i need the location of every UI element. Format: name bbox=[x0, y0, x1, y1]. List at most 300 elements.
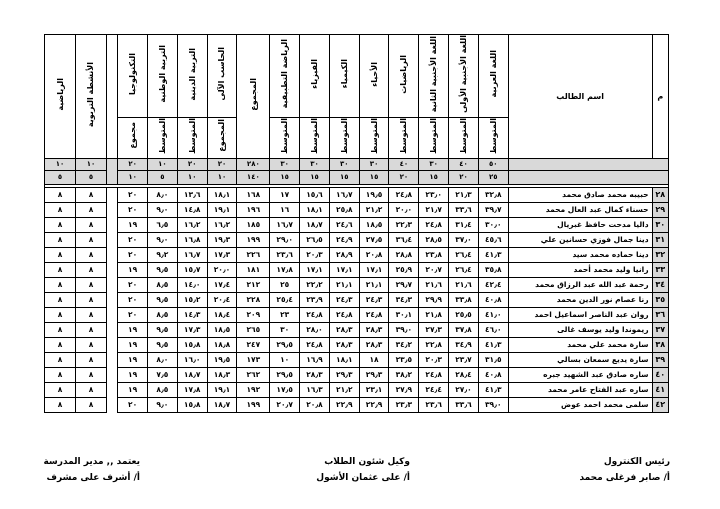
max-score-cell: ٣٠ bbox=[300, 158, 330, 170]
score-cell: ٢١٫٧ bbox=[419, 202, 449, 217]
score-cell: ٣٣٫٦ bbox=[449, 202, 479, 217]
score-cell: ٢٤٫٨ bbox=[359, 307, 389, 322]
header-subject-text: التربية الدينية bbox=[187, 47, 197, 101]
score-cell: ١٠ bbox=[270, 352, 300, 367]
score-cell: ٢٠ bbox=[118, 277, 148, 292]
header-subject-text: الحاسب الآلى bbox=[217, 47, 227, 101]
score-cell: ٢١٫٨ bbox=[419, 307, 449, 322]
student-name: داليا مدحت حافظ غبريال bbox=[508, 217, 652, 232]
score-cell: ٢٤٧ bbox=[237, 337, 270, 352]
score-cell: ٢٢٫٨ bbox=[419, 337, 449, 352]
score-cell: ٢٤٫٨ bbox=[419, 367, 449, 382]
header-subject bbox=[389, 35, 419, 118]
score-cell: ١٦٨ bbox=[237, 187, 270, 202]
min-score-cell: ١٥ bbox=[419, 170, 449, 184]
score-cell: ٨ bbox=[45, 352, 76, 367]
header-subject-text: الرياضيات bbox=[399, 54, 409, 94]
header-sublabel-text: مجموع bbox=[128, 122, 138, 150]
score-cell: ١٩ bbox=[118, 337, 148, 352]
score-cell: ٢٠ bbox=[118, 187, 148, 202]
score-cell: ٢٨٫٩ bbox=[329, 247, 359, 262]
table-row bbox=[45, 247, 669, 262]
header-sublabel bbox=[300, 117, 330, 158]
score-cell: ٢١٫٢ bbox=[329, 382, 359, 397]
score-cell: ٣١٫٥ bbox=[478, 352, 508, 367]
score-cell: ٢٦٫٤ bbox=[449, 262, 479, 277]
score-cell: ٢٠٫٧ bbox=[419, 262, 449, 277]
min-score-cell: ٥ bbox=[76, 170, 107, 184]
score-cell: ٩٫٠ bbox=[148, 397, 178, 412]
student-name: سارة يديع سمعان بسالي bbox=[508, 352, 652, 367]
header-sublabel bbox=[329, 117, 359, 158]
score-cell: ٢٦٫٥ bbox=[300, 232, 330, 247]
score-cell: ٨ bbox=[45, 277, 76, 292]
gap-cell bbox=[106, 158, 117, 170]
max-score-cell: ٢٠ bbox=[118, 158, 148, 170]
score-cell: ٢٤٫٣ bbox=[359, 292, 389, 307]
score-cell: ٢٠٫٧ bbox=[270, 397, 300, 412]
header-sublabel-text: المتوسط bbox=[399, 117, 409, 154]
table-row bbox=[45, 322, 669, 337]
score-cell: ٩٫٥ bbox=[148, 322, 178, 337]
header-sublabel-text: المتوسط bbox=[309, 117, 319, 154]
score-cell: ١٨٫٤ bbox=[207, 307, 237, 322]
score-cell: ٢٠٩ bbox=[237, 307, 270, 322]
score-cell: ١٦٫٢ bbox=[207, 217, 237, 232]
header-subject bbox=[237, 35, 270, 159]
header-subject bbox=[478, 35, 508, 118]
min-score-cell: ١٠ bbox=[207, 170, 237, 184]
student-name: حسناء كمال عبد العال محمد bbox=[508, 202, 652, 217]
score-cell: ١٩ bbox=[118, 322, 148, 337]
score-cell: ١٦٫٢ bbox=[177, 217, 207, 232]
score-cell: ٨ bbox=[45, 202, 76, 217]
student-number: ٤١ bbox=[652, 382, 668, 397]
score-cell: ٢٤٫٨ bbox=[329, 307, 359, 322]
score-cell: ٨ bbox=[76, 202, 107, 217]
header-subject bbox=[207, 35, 237, 118]
score-cell: ٣٥٫٨ bbox=[478, 262, 508, 277]
score-cell: ٢٧٫٥ bbox=[359, 232, 389, 247]
score-cell: ٢٤٫٨ bbox=[300, 307, 330, 322]
max-score-cell: ٣٠ bbox=[419, 158, 449, 170]
header-subject-text: الأنشطة التربوية bbox=[86, 61, 96, 127]
score-cell: ٢٨٫٤ bbox=[449, 367, 479, 382]
score-cell: ٣٣٫٨ bbox=[449, 292, 479, 307]
score-cell: ٢٤٫٨ bbox=[300, 337, 330, 352]
score-cell: ٢٢٫٩ bbox=[329, 397, 359, 412]
score-cell: ١٨٥ bbox=[237, 217, 270, 232]
score-cell: ٨ bbox=[45, 367, 76, 382]
score-cell: ٢٠٫٨ bbox=[359, 247, 389, 262]
header-sublabel-text: المتوسط bbox=[280, 117, 290, 154]
gap-cell bbox=[106, 277, 117, 292]
score-cell: ١٣٫٦ bbox=[177, 187, 207, 202]
score-cell: ٤٠٫٨ bbox=[478, 367, 508, 382]
score-cell: ١٩٫٥ bbox=[359, 187, 389, 202]
score-cell: ١٩ bbox=[118, 367, 148, 382]
score-cell: ١٨٫٨ bbox=[207, 337, 237, 352]
header-sublabel-text: المتوسط bbox=[339, 117, 349, 154]
gap-cell bbox=[106, 247, 117, 262]
gap-cell bbox=[106, 307, 117, 322]
score-cell: ٨ bbox=[45, 397, 76, 412]
score-cell: ١٧٣ bbox=[237, 352, 270, 367]
score-cell: ٢٩٫٠ bbox=[270, 232, 300, 247]
score-cell: ٢٢٫٣ bbox=[389, 217, 419, 232]
header-subject bbox=[329, 35, 359, 118]
student-number: ٣١ bbox=[652, 232, 668, 247]
score-cell: ١٥٫٦ bbox=[300, 187, 330, 202]
table-row bbox=[45, 397, 669, 412]
score-cell: ٢٠٫٨ bbox=[300, 397, 330, 412]
header-subject-text: الرياضة التطبيقية bbox=[280, 39, 290, 109]
score-cell: ٢٢٫٩ bbox=[359, 397, 389, 412]
score-cell: ١٩٢ bbox=[237, 382, 270, 397]
header-sublabel bbox=[389, 117, 419, 158]
min-score-cell: ٥ bbox=[45, 170, 76, 184]
score-cell: ٢٣٫٨ bbox=[419, 247, 449, 262]
score-cell: ٢٩٫٩ bbox=[419, 292, 449, 307]
min-score-cell: ٢٥ bbox=[478, 170, 508, 184]
header-sublabel bbox=[359, 117, 389, 158]
score-cell: ١٩٩ bbox=[237, 397, 270, 412]
score-cell: ١٩٫١ bbox=[207, 202, 237, 217]
max-score-cell: ٤٠ bbox=[449, 158, 479, 170]
score-cell: ٨ bbox=[45, 292, 76, 307]
score-cell: ٨ bbox=[45, 232, 76, 247]
score-cell: ١٧٫٥ bbox=[270, 382, 300, 397]
score-cell: ٢١٫١ bbox=[359, 277, 389, 292]
header-sublabel-text: المتوسط bbox=[429, 117, 439, 154]
grade-table bbox=[44, 34, 669, 413]
table-row bbox=[45, 292, 669, 307]
header-subject bbox=[177, 35, 207, 118]
score-cell: ٢٠ bbox=[118, 292, 148, 307]
table-row bbox=[45, 187, 669, 202]
header-subject bbox=[148, 35, 178, 118]
student-name: رنا عصام نور الدين محمد bbox=[508, 292, 652, 307]
max-score-cell: ٢٠ bbox=[207, 158, 237, 170]
student-name: دينا حماده محمد سيد bbox=[508, 247, 652, 262]
student-number: ٣٨ bbox=[652, 337, 668, 352]
max-row-label bbox=[508, 158, 668, 170]
score-cell: ٢٧٫٩ bbox=[389, 382, 419, 397]
student-name: ريموندا وليد يوسف غالى bbox=[508, 322, 652, 337]
student-name: ساره صادق عبد الشهيد جبره bbox=[508, 367, 652, 382]
score-cell: ٢٣٫٥ bbox=[389, 352, 419, 367]
score-cell: ١٨ bbox=[359, 352, 389, 367]
score-cell: ٤١٫٣ bbox=[478, 382, 508, 397]
score-cell: ١٨٫٧ bbox=[177, 367, 207, 382]
director-name: أ/ أشرف على مشرف bbox=[46, 473, 140, 483]
max-score-row bbox=[45, 158, 669, 170]
score-cell: ٢٢٨ bbox=[237, 292, 270, 307]
table-row bbox=[45, 232, 669, 247]
score-cell: ٢٩٫٣ bbox=[329, 367, 359, 382]
score-cell: ٢١٫٦ bbox=[419, 277, 449, 292]
score-cell: ٨ bbox=[45, 322, 76, 337]
student-number: ٣٥ bbox=[652, 292, 668, 307]
score-cell: ٨ bbox=[76, 352, 107, 367]
header-sublabel-text: المتوسط bbox=[488, 117, 498, 154]
score-cell: ٤٥٫٦ bbox=[478, 232, 508, 247]
min-row-label bbox=[508, 170, 668, 184]
max-score-cell: ٢٠ bbox=[177, 158, 207, 170]
score-cell: ١٨١ bbox=[237, 262, 270, 277]
score-cell: ٢٣٫٠ bbox=[419, 187, 449, 202]
score-cell: ١٨٫١ bbox=[329, 352, 359, 367]
min-score-cell: ١٥ bbox=[270, 170, 300, 184]
student-name: ساره عبد الفتاح عامر محمد bbox=[508, 382, 652, 397]
gap-cell bbox=[106, 232, 117, 247]
header-sublabel bbox=[118, 117, 148, 158]
director-signature bbox=[43, 454, 140, 486]
gap-cell bbox=[106, 35, 117, 159]
score-cell: ١٧٫١ bbox=[329, 262, 359, 277]
score-cell: ٢٤٫٨ bbox=[389, 187, 419, 202]
student-number: ٣٦ bbox=[652, 307, 668, 322]
header-subject-text: الكيمياء bbox=[339, 59, 349, 89]
score-cell: ١٥٫٨ bbox=[177, 397, 207, 412]
score-cell: ١٦٫٣ bbox=[300, 382, 330, 397]
score-cell: ٩٫٥ bbox=[148, 292, 178, 307]
score-cell: ٢٨٫٥ bbox=[419, 232, 449, 247]
score-cell: ٢٦٥ bbox=[237, 322, 270, 337]
control-head-name: أ/ صابر فرغلى محمد bbox=[579, 473, 670, 483]
score-cell: ٢٤٫٨ bbox=[419, 217, 449, 232]
student-name: حبيبه محمد صادق محمد bbox=[508, 187, 652, 202]
score-cell: ٨ bbox=[45, 382, 76, 397]
max-score-cell: ٣٠ bbox=[329, 158, 359, 170]
score-cell: ٨ bbox=[76, 307, 107, 322]
student-number: ٣٤ bbox=[652, 277, 668, 292]
score-cell: ٨ bbox=[76, 262, 107, 277]
score-cell: ١٩٫٣ bbox=[207, 232, 237, 247]
table-row bbox=[45, 277, 669, 292]
score-cell: ٢٢٫٢ bbox=[300, 277, 330, 292]
min-score-cell: ٢٠ bbox=[389, 170, 419, 184]
score-cell: ٧٫٥ bbox=[148, 367, 178, 382]
score-cell: ١٩٦ bbox=[237, 202, 270, 217]
score-cell: ٨ bbox=[76, 292, 107, 307]
min-score-cell: ١٥ bbox=[359, 170, 389, 184]
max-score-cell: ٢٨٠ bbox=[237, 158, 270, 170]
score-cell: ٢٨٫٨ bbox=[389, 247, 419, 262]
score-cell: ٢٨٫٣ bbox=[329, 337, 359, 352]
score-cell: ٣٤٫٣ bbox=[389, 292, 419, 307]
score-cell: ٨ bbox=[45, 217, 76, 232]
score-cell: ٨ bbox=[76, 367, 107, 382]
min-score-cell: ١٥ bbox=[329, 170, 359, 184]
student-number: ٢٨ bbox=[652, 187, 668, 202]
score-cell: ١٤٫٣ bbox=[177, 307, 207, 322]
score-cell: ٢٥٫٥ bbox=[449, 307, 479, 322]
score-cell: ١٩ bbox=[118, 262, 148, 277]
score-cell: ٤٠٫٨ bbox=[478, 292, 508, 307]
gap-cell bbox=[106, 262, 117, 277]
student-number: ٣٩ bbox=[652, 352, 668, 367]
grade-sheet bbox=[44, 34, 669, 439]
score-cell: ٢١٫٢ bbox=[359, 202, 389, 217]
score-cell: ٨ bbox=[45, 307, 76, 322]
header-subject bbox=[76, 35, 107, 159]
student-number: ٣٠ bbox=[652, 217, 668, 232]
score-cell: ٨ bbox=[76, 247, 107, 262]
score-cell: ١٨٫١ bbox=[207, 187, 237, 202]
score-cell: ٢١٫١ bbox=[329, 277, 359, 292]
min-score-cell: ٥ bbox=[148, 170, 178, 184]
student-name: دينا جمال فوزي حسانين علي bbox=[508, 232, 652, 247]
table-row bbox=[45, 352, 669, 367]
student-name: رحمة عبد الله عبد الرزاق محمد bbox=[508, 277, 652, 292]
header-subject bbox=[270, 35, 300, 118]
score-cell: ٢٩٫٣ bbox=[359, 367, 389, 382]
score-cell: ٨ bbox=[45, 187, 76, 202]
score-cell: ١٨٫٧ bbox=[300, 217, 330, 232]
min-score-cell: ١٠ bbox=[118, 170, 148, 184]
score-cell: ٢٠٫٤ bbox=[207, 292, 237, 307]
header-sublabel bbox=[177, 117, 207, 158]
gap-cell bbox=[106, 292, 117, 307]
header-subject-text: الرياضية bbox=[55, 78, 65, 111]
header-subject-text: الفيزياء bbox=[309, 59, 319, 89]
gap-cell bbox=[106, 397, 117, 412]
header-sublabel-text: المتوسط bbox=[157, 117, 167, 154]
header-sublabel bbox=[419, 117, 449, 158]
score-cell: ١٧٫٣ bbox=[177, 322, 207, 337]
score-cell: ١٦٫٧ bbox=[329, 187, 359, 202]
deputy-title: وكيل شئون الطلاب bbox=[324, 457, 410, 467]
header-row-subjects bbox=[45, 35, 669, 118]
score-cell: ٨ bbox=[45, 337, 76, 352]
student-name: رانيا وليد محمد أحمد bbox=[508, 262, 652, 277]
score-cell: ٨٫٠ bbox=[148, 352, 178, 367]
score-cell: ١٦٫٧ bbox=[177, 247, 207, 262]
student-number: ٣٧ bbox=[652, 322, 668, 337]
control-head-title: رئيس الكنترول bbox=[603, 457, 670, 467]
score-cell: ٣٣٫٦ bbox=[449, 397, 479, 412]
score-cell: ٣٩٫٠ bbox=[389, 322, 419, 337]
score-cell: ٣٢٫٨ bbox=[478, 187, 508, 202]
header-subject bbox=[300, 35, 330, 118]
header-subject bbox=[449, 35, 479, 118]
score-cell: ١٤٫٨ bbox=[177, 202, 207, 217]
table-row bbox=[45, 202, 669, 217]
score-cell: ٢٩٫٥ bbox=[270, 367, 300, 382]
student-number: ٢٩ bbox=[652, 202, 668, 217]
score-cell: ٢٣٫٦ bbox=[270, 247, 300, 262]
max-score-cell: ١٠ bbox=[148, 158, 178, 170]
header-subject bbox=[45, 35, 76, 159]
score-cell: ٢٨٫٣ bbox=[359, 337, 389, 352]
min-score-cell: ٢٠ bbox=[449, 170, 479, 184]
score-cell: ١٦ bbox=[270, 202, 300, 217]
score-cell: ١٩ bbox=[118, 352, 148, 367]
student-name: سلمى محمد احمد عوض bbox=[508, 397, 652, 412]
gap-cell bbox=[106, 187, 117, 202]
header-subject-text: الأحياء bbox=[369, 61, 379, 87]
max-score-cell: ٤٠ bbox=[389, 158, 419, 170]
min-score-row bbox=[45, 170, 669, 184]
score-cell: ٨ bbox=[45, 247, 76, 262]
score-cell: ٣٧٫٨ bbox=[449, 322, 479, 337]
student-number: ٤٢ bbox=[652, 397, 668, 412]
deputy-signature bbox=[316, 454, 410, 486]
table-row bbox=[45, 337, 669, 352]
score-cell: ٢٤٫٤ bbox=[419, 382, 449, 397]
gap-cell bbox=[106, 202, 117, 217]
score-cell: ٢٤٫٩ bbox=[329, 232, 359, 247]
score-cell: ١٧٫٣ bbox=[207, 247, 237, 262]
score-cell: ٢٨٫٣ bbox=[359, 322, 389, 337]
gap-cell bbox=[106, 352, 117, 367]
score-cell: ١٤٫٠ bbox=[177, 277, 207, 292]
score-cell: ٨ bbox=[76, 187, 107, 202]
score-cell: ٦٫٥ bbox=[148, 217, 178, 232]
score-cell: ١٨٫٥ bbox=[359, 217, 389, 232]
score-cell: ١٥٫٨ bbox=[177, 337, 207, 352]
score-cell: ٤٢٫٤ bbox=[478, 277, 508, 292]
control-head-signature bbox=[579, 454, 670, 486]
score-cell: ٢٥ bbox=[270, 277, 300, 292]
score-cell: ٢١٢ bbox=[237, 277, 270, 292]
header-sublabel-text: المتوسط bbox=[369, 117, 379, 154]
score-cell: ٢٠ bbox=[118, 307, 148, 322]
score-cell: ٣٧٫٠ bbox=[449, 232, 479, 247]
student-number: ٣٣ bbox=[652, 262, 668, 277]
gap-cell bbox=[106, 337, 117, 352]
score-cell: ١٧ bbox=[270, 187, 300, 202]
score-cell: ٣١٫٤ bbox=[449, 217, 479, 232]
header-sublabel bbox=[449, 117, 479, 158]
header-subject-text: التربية الوطنية bbox=[157, 45, 167, 103]
score-cell: ١٧٫٤ bbox=[207, 277, 237, 292]
max-score-cell: ١٠ bbox=[76, 158, 107, 170]
score-cell: ٨ bbox=[76, 382, 107, 397]
header-subject-text: اللغة الأجنبية الثانية bbox=[429, 35, 439, 113]
score-cell: ٢٨٫٣ bbox=[300, 367, 330, 382]
gap-cell bbox=[106, 367, 117, 382]
score-cell: ٤١٫٣ bbox=[478, 247, 508, 262]
score-cell: ٤١٫٠ bbox=[478, 307, 508, 322]
score-cell: ٢٣٫٣ bbox=[389, 397, 419, 412]
score-cell: ٤٦٫٠ bbox=[478, 322, 508, 337]
score-cell: ٣٠٫١ bbox=[389, 307, 419, 322]
score-cell: ٩٫٢ bbox=[148, 247, 178, 262]
score-cell: ٢٠ bbox=[118, 247, 148, 262]
score-cell: ١٧٫١ bbox=[300, 262, 330, 277]
score-cell: ١٥٫٧ bbox=[177, 262, 207, 277]
header-student-name: اسم الطالب bbox=[508, 35, 652, 159]
header-subject-text: المجموع bbox=[248, 77, 258, 111]
score-cell: ٢٢٦ bbox=[237, 247, 270, 262]
score-cell: ١٩٩ bbox=[237, 232, 270, 247]
min-score-cell: ١٠ bbox=[177, 170, 207, 184]
header-subject-text: التكنولوجيا bbox=[128, 52, 138, 95]
score-cell: ٣٤٫٢ bbox=[389, 337, 419, 352]
score-cell: ١٧٫٨ bbox=[177, 382, 207, 397]
score-cell: ٢٨٫٠ bbox=[300, 322, 330, 337]
header-sublabel bbox=[270, 117, 300, 158]
score-cell: ٢٥٫٩ bbox=[389, 262, 419, 277]
score-cell: ٣٦٫٤ bbox=[389, 232, 419, 247]
score-cell: ٣٠ bbox=[270, 322, 300, 337]
score-cell: ٢٧٫٣ bbox=[419, 322, 449, 337]
score-cell: ٢٤٫٣ bbox=[329, 292, 359, 307]
header-sublabel-text: المتوسط bbox=[458, 117, 468, 154]
student-name: روان عبد الناصر اسماعيل احمد bbox=[508, 307, 652, 322]
